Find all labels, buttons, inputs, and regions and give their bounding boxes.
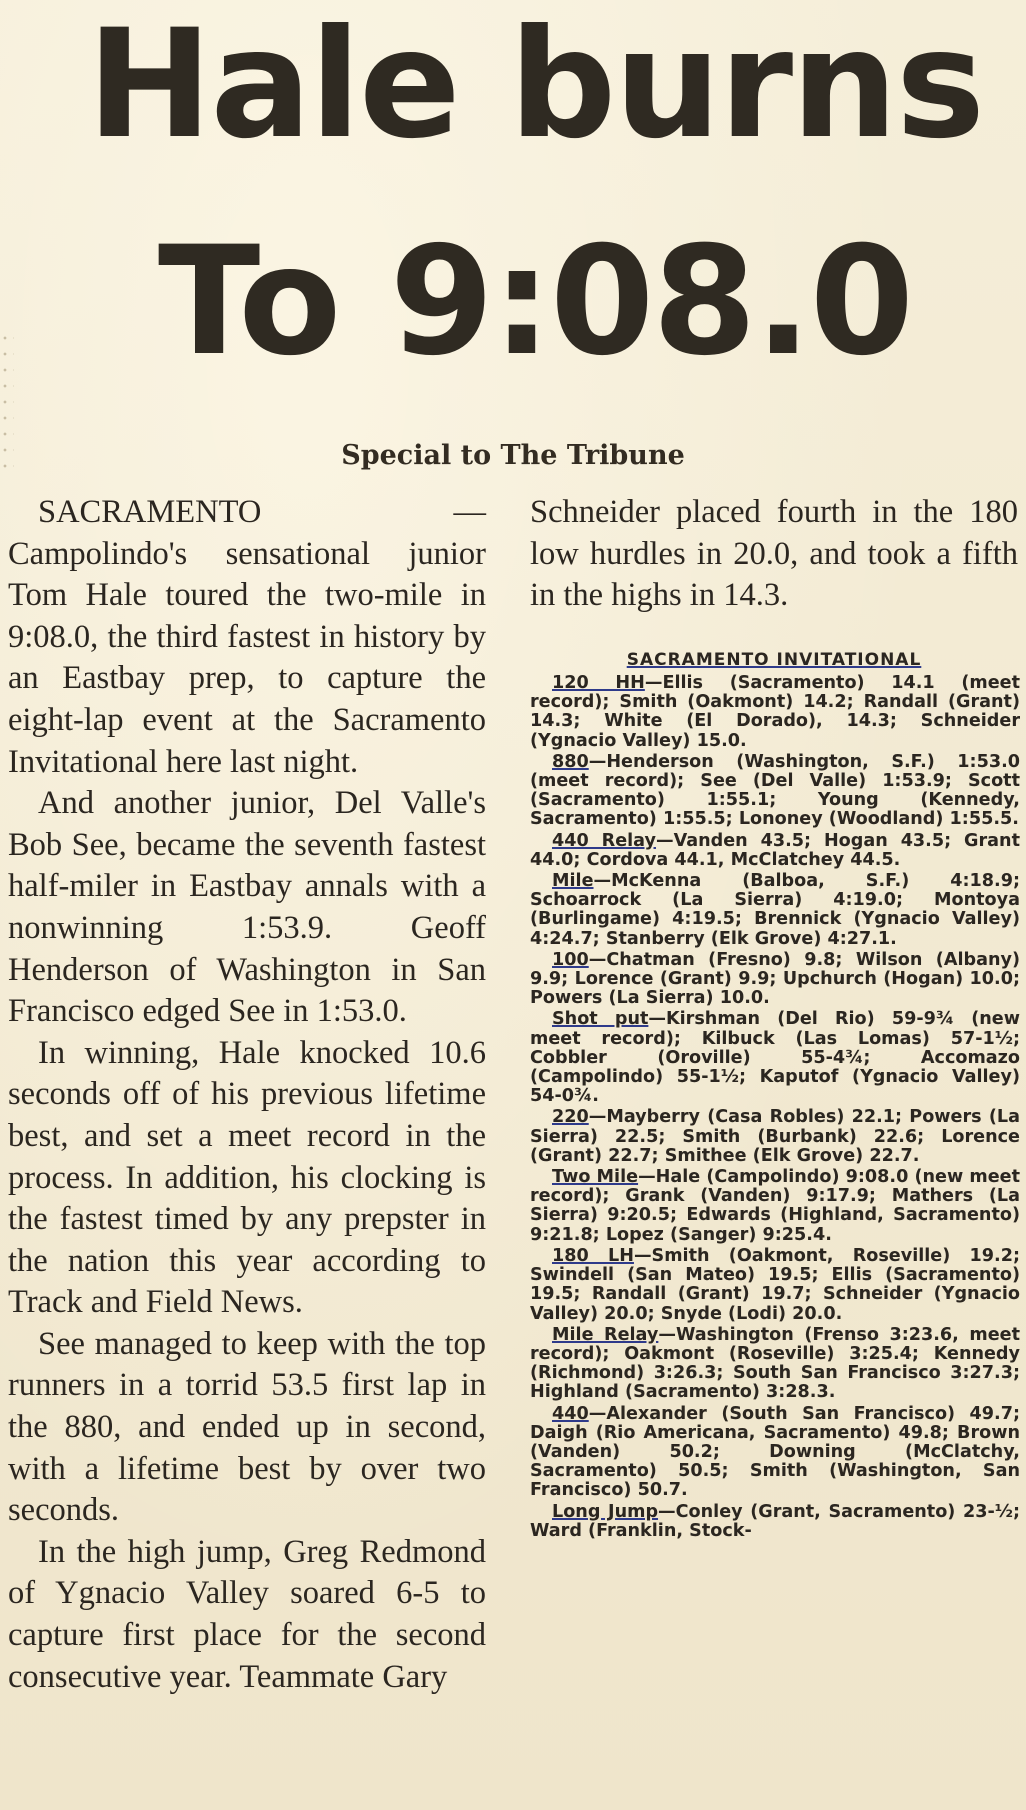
- story-paragraph: See managed to keep with the top runners in a torrid 53.5 first lap in the 880, and ended up in second, with a lifetime best by over two seconds.: [8, 1325, 486, 1529]
- event-name: 880: [552, 751, 589, 772]
- event-results: —Washington (Frenso 3:23.6, meet record); Oakmont (Roseville) 3:25.4; Kennedy (Richmond) 3:26.3; South San Francisco 3:27.3; Highland (Sacramento) 3:28.3.: [530, 1324, 1020, 1403]
- headline-line-2: To 9:08.0: [157, 215, 913, 389]
- event-name: Shot put: [552, 1009, 649, 1030]
- event-name: Mile: [552, 871, 594, 892]
- result-entry: [530, 872, 1020, 949]
- result-entry: [530, 1247, 1020, 1324]
- result-entry: [530, 1503, 1020, 1541]
- story-column-left: [8, 492, 486, 1698]
- event-name: Two Mile: [552, 1167, 639, 1188]
- story-column-right: [530, 492, 1018, 617]
- event-name: Mile Relay: [552, 1324, 659, 1345]
- result-entry: [530, 1326, 1020, 1403]
- event-results: —Mayberry (Casa Robles) 22.1; Powers (La Sierra) 22.5; Smith (Burbank) 22.6; Lorence (Grant) 22.7; Smithee (Elk Grove) 22.7.: [530, 1107, 1020, 1166]
- headline-line-1: Hale burns: [86, 0, 984, 172]
- event-results: —Smith (Oakmont, Roseville) 19.2; Swindell (San Mateo) 19.5; Ellis (Sacramento) 19.5; Randall (Grant) 19.7; Schneider (Ygnacio Valley) 20.0; Snyde (Lodi) 20.0.: [530, 1245, 1020, 1324]
- result-entry: [530, 674, 1020, 751]
- result-entry: [530, 1405, 1020, 1501]
- event-name: 180 LH: [552, 1245, 634, 1266]
- result-entry: [530, 753, 1020, 830]
- event-results: —Hale (Campolindo) 9:08.0 (new meet record); Grank (Vanden) 9:17.9; Mathers (La Sierra) 9:20.5; Edwards (Highland, Sacramento) 9:21.8; Lopez (Sanger) 9:25.4.: [530, 1167, 1020, 1245]
- event-name: 100: [552, 949, 589, 970]
- byline: Special to The Tribune: [341, 440, 685, 471]
- story-paragraph: SACRAMENTO — Campolindo's sensational junior Tom Hale toured the two-mile in 9:08.0, the third fastest in history by an Eastbay prep, to capture the eight-lap event at the Sacramento Invitational here last night.: [8, 494, 486, 780]
- event-name: 120 HH: [552, 673, 645, 693]
- event-results: —Henderson (Washington, S.F.) 1:53.0 (meet record); See (Del Valle) 1:53.9; Scott (Sacramento) 1:55.1; Young (Kennedy, Sacramento) 1:55.5; Lononey (Woodland) 1:55.5.: [530, 751, 1020, 830]
- story-paragraph: In winning, Hale knocked 10.6 seconds off of his previous lifetime best, and set a meet record in the process. In addition, his clocking is the fastest timed by any prepster in the nation this year according to Track and Field News.: [8, 1034, 486, 1321]
- story-paragraph: And another junior, Del Valle's Bob See, became the seventh fastest half-miler in Eastbay annals with a nonwinning 1:53.9. Geoff Henderson of Washington in San Francisco edged See in 1:53.0.: [8, 785, 486, 1030]
- result-entry: [530, 1168, 1020, 1245]
- event-results: —Ellis (Sacramento) 14.1 (meet record); Smith (Oakmont) 14.2; Randall (Grant) 14.3; White (El Dorado), 14.3; Schneider (Ygnacio Valley) 15.0.: [530, 673, 1020, 751]
- event-name: 440: [552, 1403, 589, 1424]
- event-results: —Chatman (Fresno) 9.8; Wilson (Albany) 9.9; Lorence (Grant) 9.9; Upchurch (Hogan) 10.0; Powers (La Sierra) 10.0.: [530, 949, 1020, 1009]
- event-results: —Kirshman (Del Rio) 59-9¾ (new meet record); Kilbuck (Las Lomas) 57-1½; Cobbler (Oroville) 55-4¾; Accomazo (Campolindo) 55-1½; Kaputof (Ygnacio Valley) 54-0¾.: [530, 1009, 1020, 1107]
- result-entry: [530, 1108, 1020, 1166]
- results-title: SACRAMENTO INVITATIONAL: [626, 650, 922, 670]
- story-paragraph: Schneider placed fourth in the 180 low hurdles in 20.0, and took a fifth in the highs in 14.3.: [530, 494, 1018, 614]
- result-entry: [530, 951, 1020, 1009]
- event-results: —Alexander (South San Francisco) 49.7; Daigh (Rio Americana, Sacramento) 49.8; Brown (Vanden) 50.2; Downing (McClatchy, Sacramento) 50.5; Smith (Washington, San Francisco) 50.7.: [530, 1403, 1020, 1501]
- event-results: —Vanden 43.5; Hogan 43.5; Grant 44.0; Cordova 44.1, McClatchey 44.5.: [530, 830, 1020, 870]
- result-entry: [530, 1010, 1020, 1106]
- story-paragraph: In the high jump, Greg Redmond of Ygnacio Valley soared 6-5 to capture first place for the second consecutive year. Teammate Gary: [8, 1533, 486, 1695]
- event-results: —McKenna (Balboa, S.F.) 4:18.9; Schoarrock (La Sierra) 4:19.0; Montoya (Burlingame) 4:19.5; Brennick (Ygnacio Valley) 4:24.7; Stanberry (Elk Grove) 4:27.1.: [530, 871, 1020, 949]
- event-results: —Conley (Grant, Sacramento) 23-½; Ward (Franklin, Stock-: [530, 1501, 1020, 1541]
- results-list: [530, 674, 1020, 1543]
- event-name: 440 Relay: [552, 830, 656, 851]
- event-name: Long Jump: [552, 1501, 659, 1522]
- event-name: 220: [552, 1107, 589, 1128]
- result-entry: [530, 832, 1020, 870]
